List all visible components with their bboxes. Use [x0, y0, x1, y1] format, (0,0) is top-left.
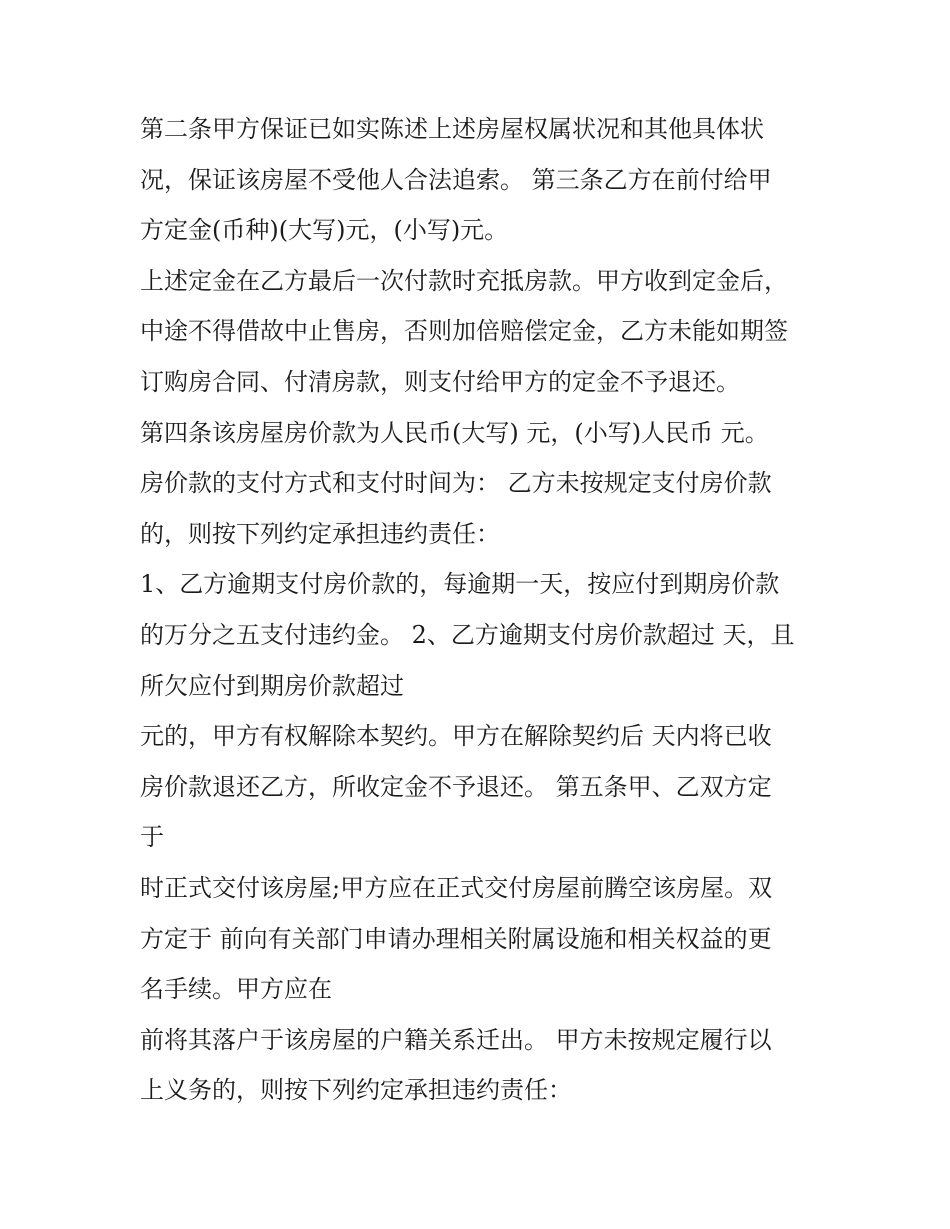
text-line: 的万分之五支付违约金。 2、乙方逾期支付房价款超过 天，且 — [140, 620, 795, 649]
text-line: 房价款的支付方式和支付时间为： 乙方未按规定支付房价款 — [140, 469, 772, 498]
text-line: 房价款退还乙方，所收定金不予退还。 第五条甲、乙双方定 — [140, 772, 772, 801]
contract-body-text — [140, 104, 840, 1116]
text-line: 方定于 前向有关部门申请办理相关附属设施和相关权益的更 — [140, 924, 772, 953]
text-line: 上述定金在乙方最后一次付款时充抵房款。甲方收到定金后， — [140, 266, 788, 295]
text-line: 订购房合同、付清房款，则支付给甲方的定金不予退还。 — [140, 367, 740, 396]
text-line: 1、乙方逾期支付房价款的，每逾期一天，按应付到期房价款 — [140, 570, 780, 599]
text-line: 第二条甲方保证已如实陈述上述房屋权属状况和其他具体状 — [140, 115, 764, 143]
text-line: 元的，甲方有权解除本契约。甲方在解除契约后 天内将已收 — [140, 722, 772, 751]
text-line: 时正式交付该房屋;甲方应在正式交付房屋前腾空该房屋。双 — [140, 873, 773, 902]
text-line: 于 — [140, 823, 164, 852]
text-line: 名手续。甲方应在 — [140, 975, 332, 1004]
text-line: 所欠应付到期房价款超过 — [140, 671, 404, 700]
text-line: 况，保证该房屋不受他人合法追索。 第三条乙方在前付给甲 — [140, 165, 772, 194]
text-line: 上义务的，则按下列约定承担违约责任： — [140, 1076, 572, 1105]
text-line: 第四条该房屋房价款为人民币(大写) 元，(小写)人民币 元。 — [140, 418, 769, 447]
text-line: 方定金(币种)(大写)元，(小写)元。 — [140, 216, 509, 245]
text-line: 中途不得借故中止售房，否则加倍赔偿定金，乙方未能如期签 — [140, 317, 788, 346]
text-line: 前将其落户于该房屋的户籍关系迁出。 甲方未按规定履行以 — [140, 1025, 772, 1054]
text-line: 的，则按下列约定承担违约责任： — [140, 519, 500, 548]
